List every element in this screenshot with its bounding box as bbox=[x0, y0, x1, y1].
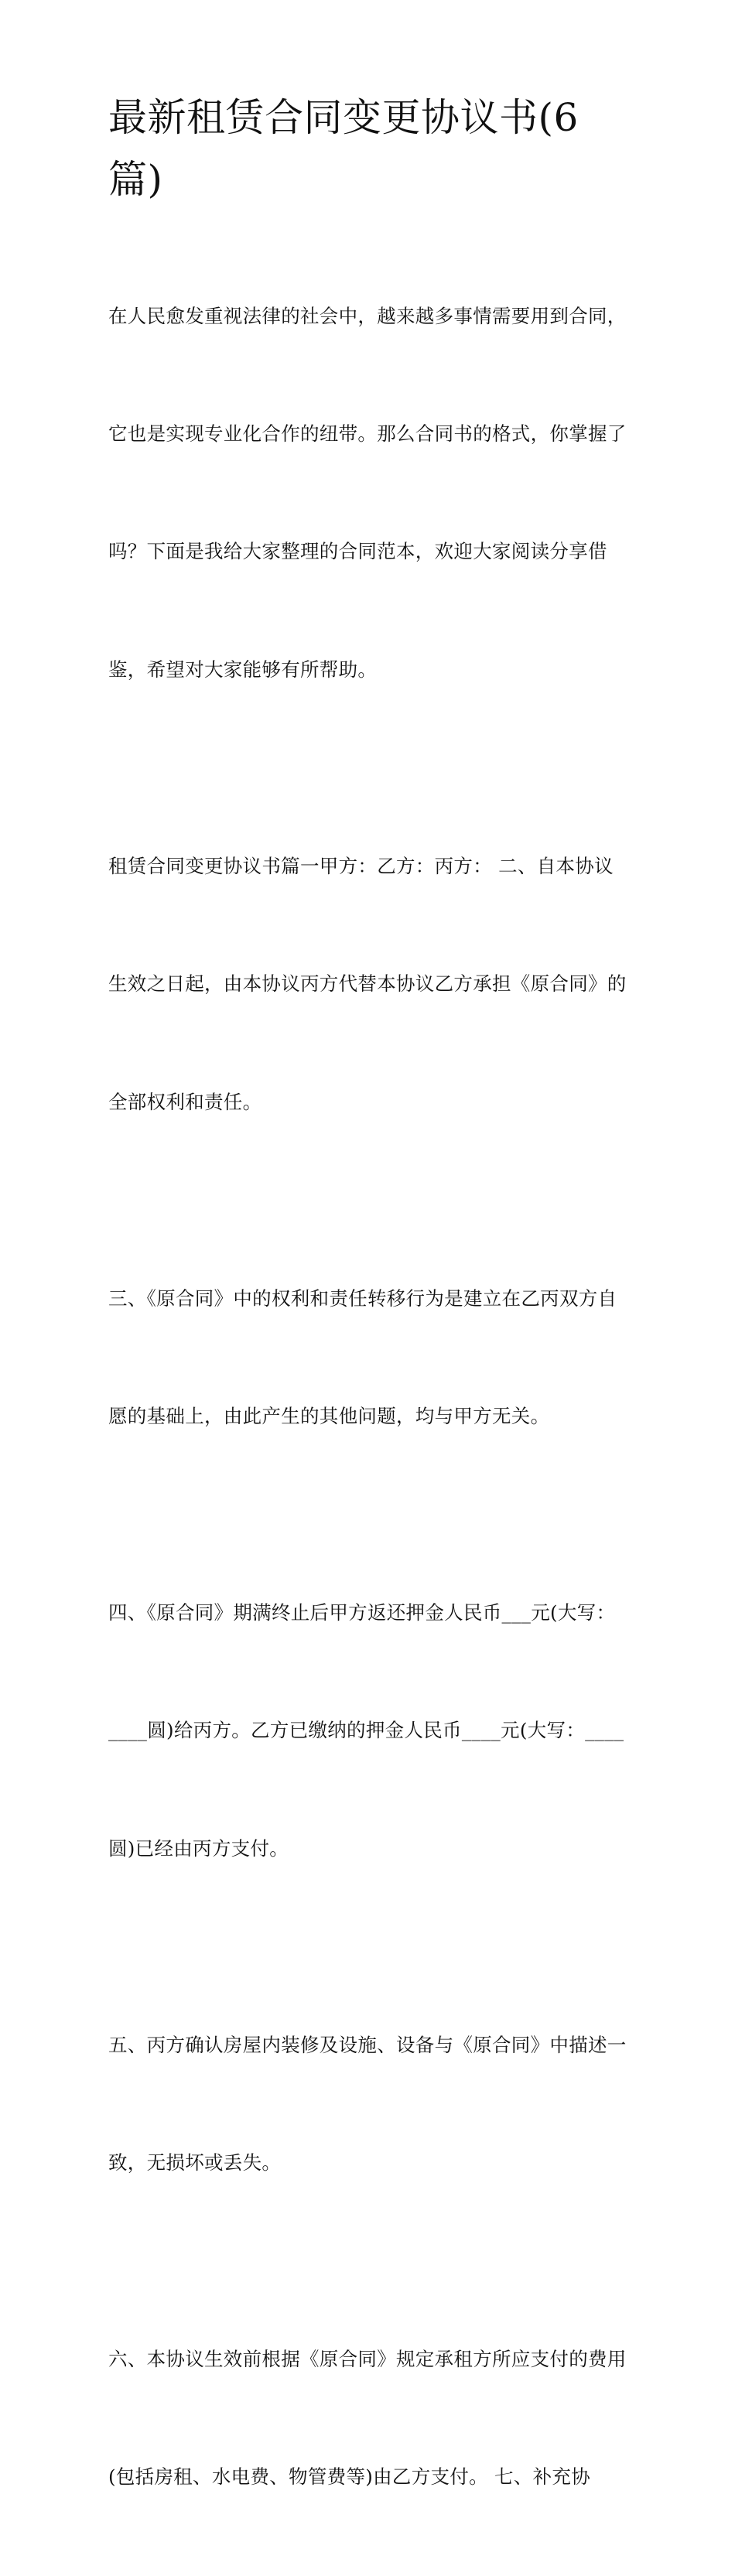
paragraph-line: 圆)已经由丙方支付。 bbox=[108, 1836, 289, 1860]
paragraph-line: 六、本协议生效前根据《原合同》规定承租方所应支付的费用 bbox=[108, 2348, 627, 2371]
title-line: 篇) bbox=[108, 157, 163, 202]
paragraph-line: 鉴，希望对大家能够有所帮助。 bbox=[108, 658, 378, 681]
document-title bbox=[108, 87, 634, 210]
clause-paragraph bbox=[108, 1201, 634, 1515]
document-page bbox=[108, 87, 634, 2576]
title-line: 最新租赁合同变更协议书(6 bbox=[108, 95, 579, 140]
paragraph-line: 在人民愈发重视法律的社会中，越来越多事情需要用到合同， bbox=[108, 304, 627, 327]
clause-paragraph bbox=[108, 768, 634, 1201]
paragraph-line: (包括房租、水电费、物管费等)由乙方支付。 七、补充协 bbox=[108, 2465, 591, 2489]
paragraph-line: 致，无损坏或丢失。 bbox=[108, 2151, 282, 2175]
paragraph-line: 五、丙方确认房屋内装修及设施、设备与《原合同》中描述一 bbox=[108, 2033, 627, 2056]
paragraph-line: 四、《原合同》期满终止后甲方返还押金人民币___元(大写： bbox=[108, 1601, 616, 1624]
paragraph-line: 愿的基础上，由此产生的其他问题，均与甲方无关。 bbox=[108, 1404, 550, 1427]
paragraph-line: 三、《原合同》中的权利和责任转移行为是建立在乙丙双方自 bbox=[108, 1286, 617, 1310]
paragraph-line: 生效之日起，由本协议丙方代替本协议乙方承担《原合同》的 bbox=[108, 972, 627, 996]
paragraph-line: 租赁合同变更协议书篇一甲方：乙方：丙方： 二、自本协议 bbox=[108, 854, 614, 877]
paragraph-line: ____圆)给丙方。乙方已缴纳的押金人民币____元(大写：____ bbox=[108, 1719, 624, 1742]
intro-paragraph bbox=[108, 218, 634, 768]
paragraph-line: 全部权利和责任。 bbox=[108, 1090, 262, 1113]
paragraph-line: 它也是实现专业化合作的纽带。那么合同书的格式，你掌握了 bbox=[108, 422, 627, 445]
paragraph-line: 吗？下面是我给大家整理的合同范本，欢迎大家阅读分享借 bbox=[108, 540, 607, 563]
clause-paragraph bbox=[108, 1947, 634, 2261]
clause-paragraph bbox=[108, 1515, 634, 1947]
clause-paragraph bbox=[108, 2261, 634, 2575]
